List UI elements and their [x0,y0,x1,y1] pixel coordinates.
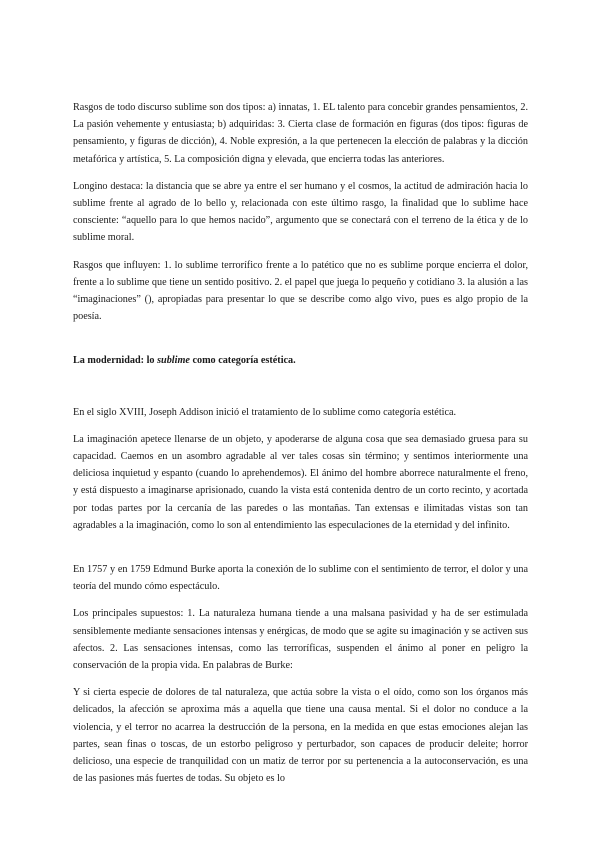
heading-part-1: La modernidad: lo [73,355,158,367]
document-page [73,99,528,788]
paragraph-supuestos: Los principales supuestos: 1. La naturaleza humana tiende a una malsana pasividad y ha de ser estimulada sensiblemente mediante sensaciones intensas y enérgicas, de modo que se agite su imaginación y se activen sus afectos. 2. Las sensaciones intensas, como las terroríficas, suspenden el ánimo al poner en peligro la conservación de la propia vida. En palabras de Burke: [73,608,528,672]
paragraph-rasgos-influyen: Rasgos que influyen: 1. lo sublime terrorífico frente a lo patético que no es sublime porque encierra el dolor, frente a lo sublime que tiene un sentido positivo. 2. el papel que juega lo pequeño y cotidiano 3. la alusión a las “imaginaciones” (), apropiadas para presentar lo que se describe como algo vivo, pues es algo propio de la poesía. [73,259,528,323]
heading-italic: sublime [157,355,190,367]
paragraph-longino: Longino destaca: la distancia que se abre ya entre el ser humano y el cosmos, la actitud de admiración hacia lo sublime frente al agrado de lo bello y, relacionada con este último rasgo, la finalidad que lo sublime hace consciente: “aquello para lo que hemos nacido”, argumento que se conectará con el terreno de la ética y de lo sublime moral. [73,180,528,244]
paragraph-burke-quote: Y si cierta especie de dolores de tal naturaleza, que actúa sobre la vista o el oído, como son los órganos más delicados, la afección se aproxima más a aquella que tiene una causa mental. Si el dolor no conduce a la violencia, y el terror no acarrea la destrucción de la persona, en la medida en que estas emociones alejan las partes, sean finas o toscas, de un estorbo peligroso y perturbador, son capaces de producir deleite; horror delicioso, una especie de tranquilidad con un matiz de terror por su pertenencia a la autoconservación, es una de las pasiones más fuertes de todas. Su objeto es lo [73,687,528,785]
paragraph-addison: En el siglo XVIII, Joseph Addison inició el tratamiento de lo sublime como categoría estética. [73,406,457,418]
paragraph-imaginacion: La imaginación apetece llenarse de un objeto, y apoderarse de alguna cosa que sea demasiado gruesa para su capacidad. Caemos en un asombro agradable al ver tales cosas sin término; y sentimos interiormente una deliciosa inquietud y espanto (cuando lo aprehendemos). El ánimo del hombre aborrece naturalmente el freno, y está dispuesto a imaginarse aprisionado, cuando la vista está contenida dentro de un corto recinto, y acortada por todas partes por la cercanía de las paredes o las montañas. Tan extensas e ilimitadas vistas son tan agradables a la imaginación, como lo son al entendimiento las especulaciones de la eternidad y del infinito. [73,433,528,531]
section-heading [73,352,528,369]
paragraph-rasgos-discurso: Rasgos de todo discurso sublime son dos tipos: a) innatas, 1. EL talento para concebir grandes pensamientos, 2. La pasión vehemente y entusiasta; b) adquiridas: 3. Cierta clase de formación en figuras (dos tipos: figuras de pensamiento, y figuras de dicción), 4. Noble expresión, a la que pertenecen la elección de palabras y la dicción metafórica y artística, 5. La composición digna y elevada, que encierra todas las anteriores. [73,102,528,165]
paragraph-burke-intro: En 1757 y en 1759 Edmund Burke aporta la conexión de lo sublime con el sentimiento de terror, el dolor y una teoría del mundo cómo espectáculo. [73,564,528,593]
heading-part-2: como categoría estética. [189,355,296,367]
